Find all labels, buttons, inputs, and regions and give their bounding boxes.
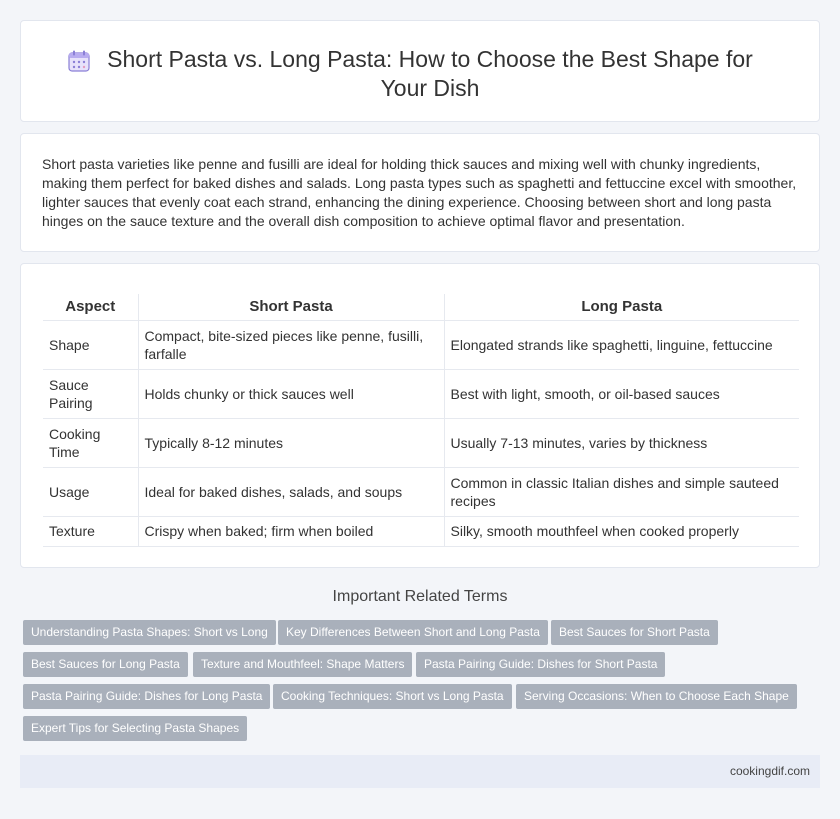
cell-aspect: Texture [43, 516, 138, 546]
table-row [43, 369, 799, 418]
table-row [43, 320, 799, 369]
table-row [43, 467, 799, 516]
cell-long: Common in classic Italian dishes and simple sauteed recipes [444, 467, 799, 516]
header-card [20, 20, 820, 122]
cell-long: Usually 7-13 minutes, varies by thickness [444, 418, 799, 467]
table-row [43, 418, 799, 467]
comparison-table-card [20, 263, 820, 568]
cell-short: Crispy when baked; firm when boiled [138, 516, 444, 546]
header-long-pasta: Long Pasta [444, 294, 799, 320]
cell-long: Silky, smooth mouthfeel when cooked properly [444, 516, 799, 546]
cell-aspect: Shape [43, 320, 138, 369]
related-tag[interactable]: Serving Occasions: When to Choose Each Shape [516, 684, 797, 709]
cell-short: Ideal for baked dishes, salads, and soups [138, 467, 444, 516]
page-title: Short Pasta vs. Long Pasta: How to Choose the Best Shape for Your Dish [107, 46, 753, 101]
footer-site-link[interactable]: cookingdif.com [729, 764, 810, 778]
cell-long: Best with light, smooth, or oil-based sauces [444, 369, 799, 418]
related-tag[interactable]: Key Differences Between Short and Long Pasta [278, 620, 548, 645]
related-tag[interactable]: Understanding Pasta Shapes: Short vs Long [23, 620, 276, 645]
related-tag[interactable]: Cooking Techniques: Short vs Long Pasta [273, 684, 512, 709]
related-tag[interactable]: Best Sauces for Long Pasta [23, 652, 188, 677]
cell-long: Elongated strands like spaghetti, linguine, fettuccine [444, 320, 799, 369]
related-tag[interactable]: Expert Tips for Selecting Pasta Shapes [23, 716, 247, 741]
header-short-pasta: Short Pasta [138, 294, 444, 320]
footer [20, 755, 820, 788]
header-aspect: Aspect [43, 294, 138, 320]
related-tag[interactable]: Texture and Mouthfeel: Shape Matters [193, 652, 412, 677]
related-tag[interactable]: Best Sauces for Short Pasta [551, 620, 718, 645]
cell-short: Compact, bite-sized pieces like penne, fusilli, farfalle [138, 320, 444, 369]
cell-aspect: Sauce Pairing [43, 369, 138, 418]
cell-aspect: Cooking Time [43, 418, 138, 467]
related-tag[interactable]: Pasta Pairing Guide: Dishes for Long Pasta [23, 684, 270, 709]
cell-short: Typically 8-12 minutes [138, 418, 444, 467]
cell-aspect: Usage [43, 467, 138, 516]
table-header-row [43, 294, 799, 320]
cell-short: Holds chunky or thick sauces well [138, 369, 444, 418]
intro-card [20, 133, 820, 252]
comparison-table [43, 294, 799, 547]
table-row [43, 516, 799, 546]
related-terms-heading: Important Related Terms [332, 588, 508, 605]
related-tag[interactable]: Pasta Pairing Guide: Dishes for Short Pasta [416, 652, 665, 677]
intro-paragraph: Short pasta varieties like penne and fusilli are ideal for holding thick sauces and mixing well with chunky ingredients, making them perfect for baked dishes and salads. Long pasta types such as spaghetti and fettuccine excel with smoother, lighter sauces that evenly coat each strand, enhancing the dining experience. Choosing between short and long pasta hinges on the sauce texture and the overall dish composition to achieve optimal flavor and presentation. [42, 156, 797, 229]
